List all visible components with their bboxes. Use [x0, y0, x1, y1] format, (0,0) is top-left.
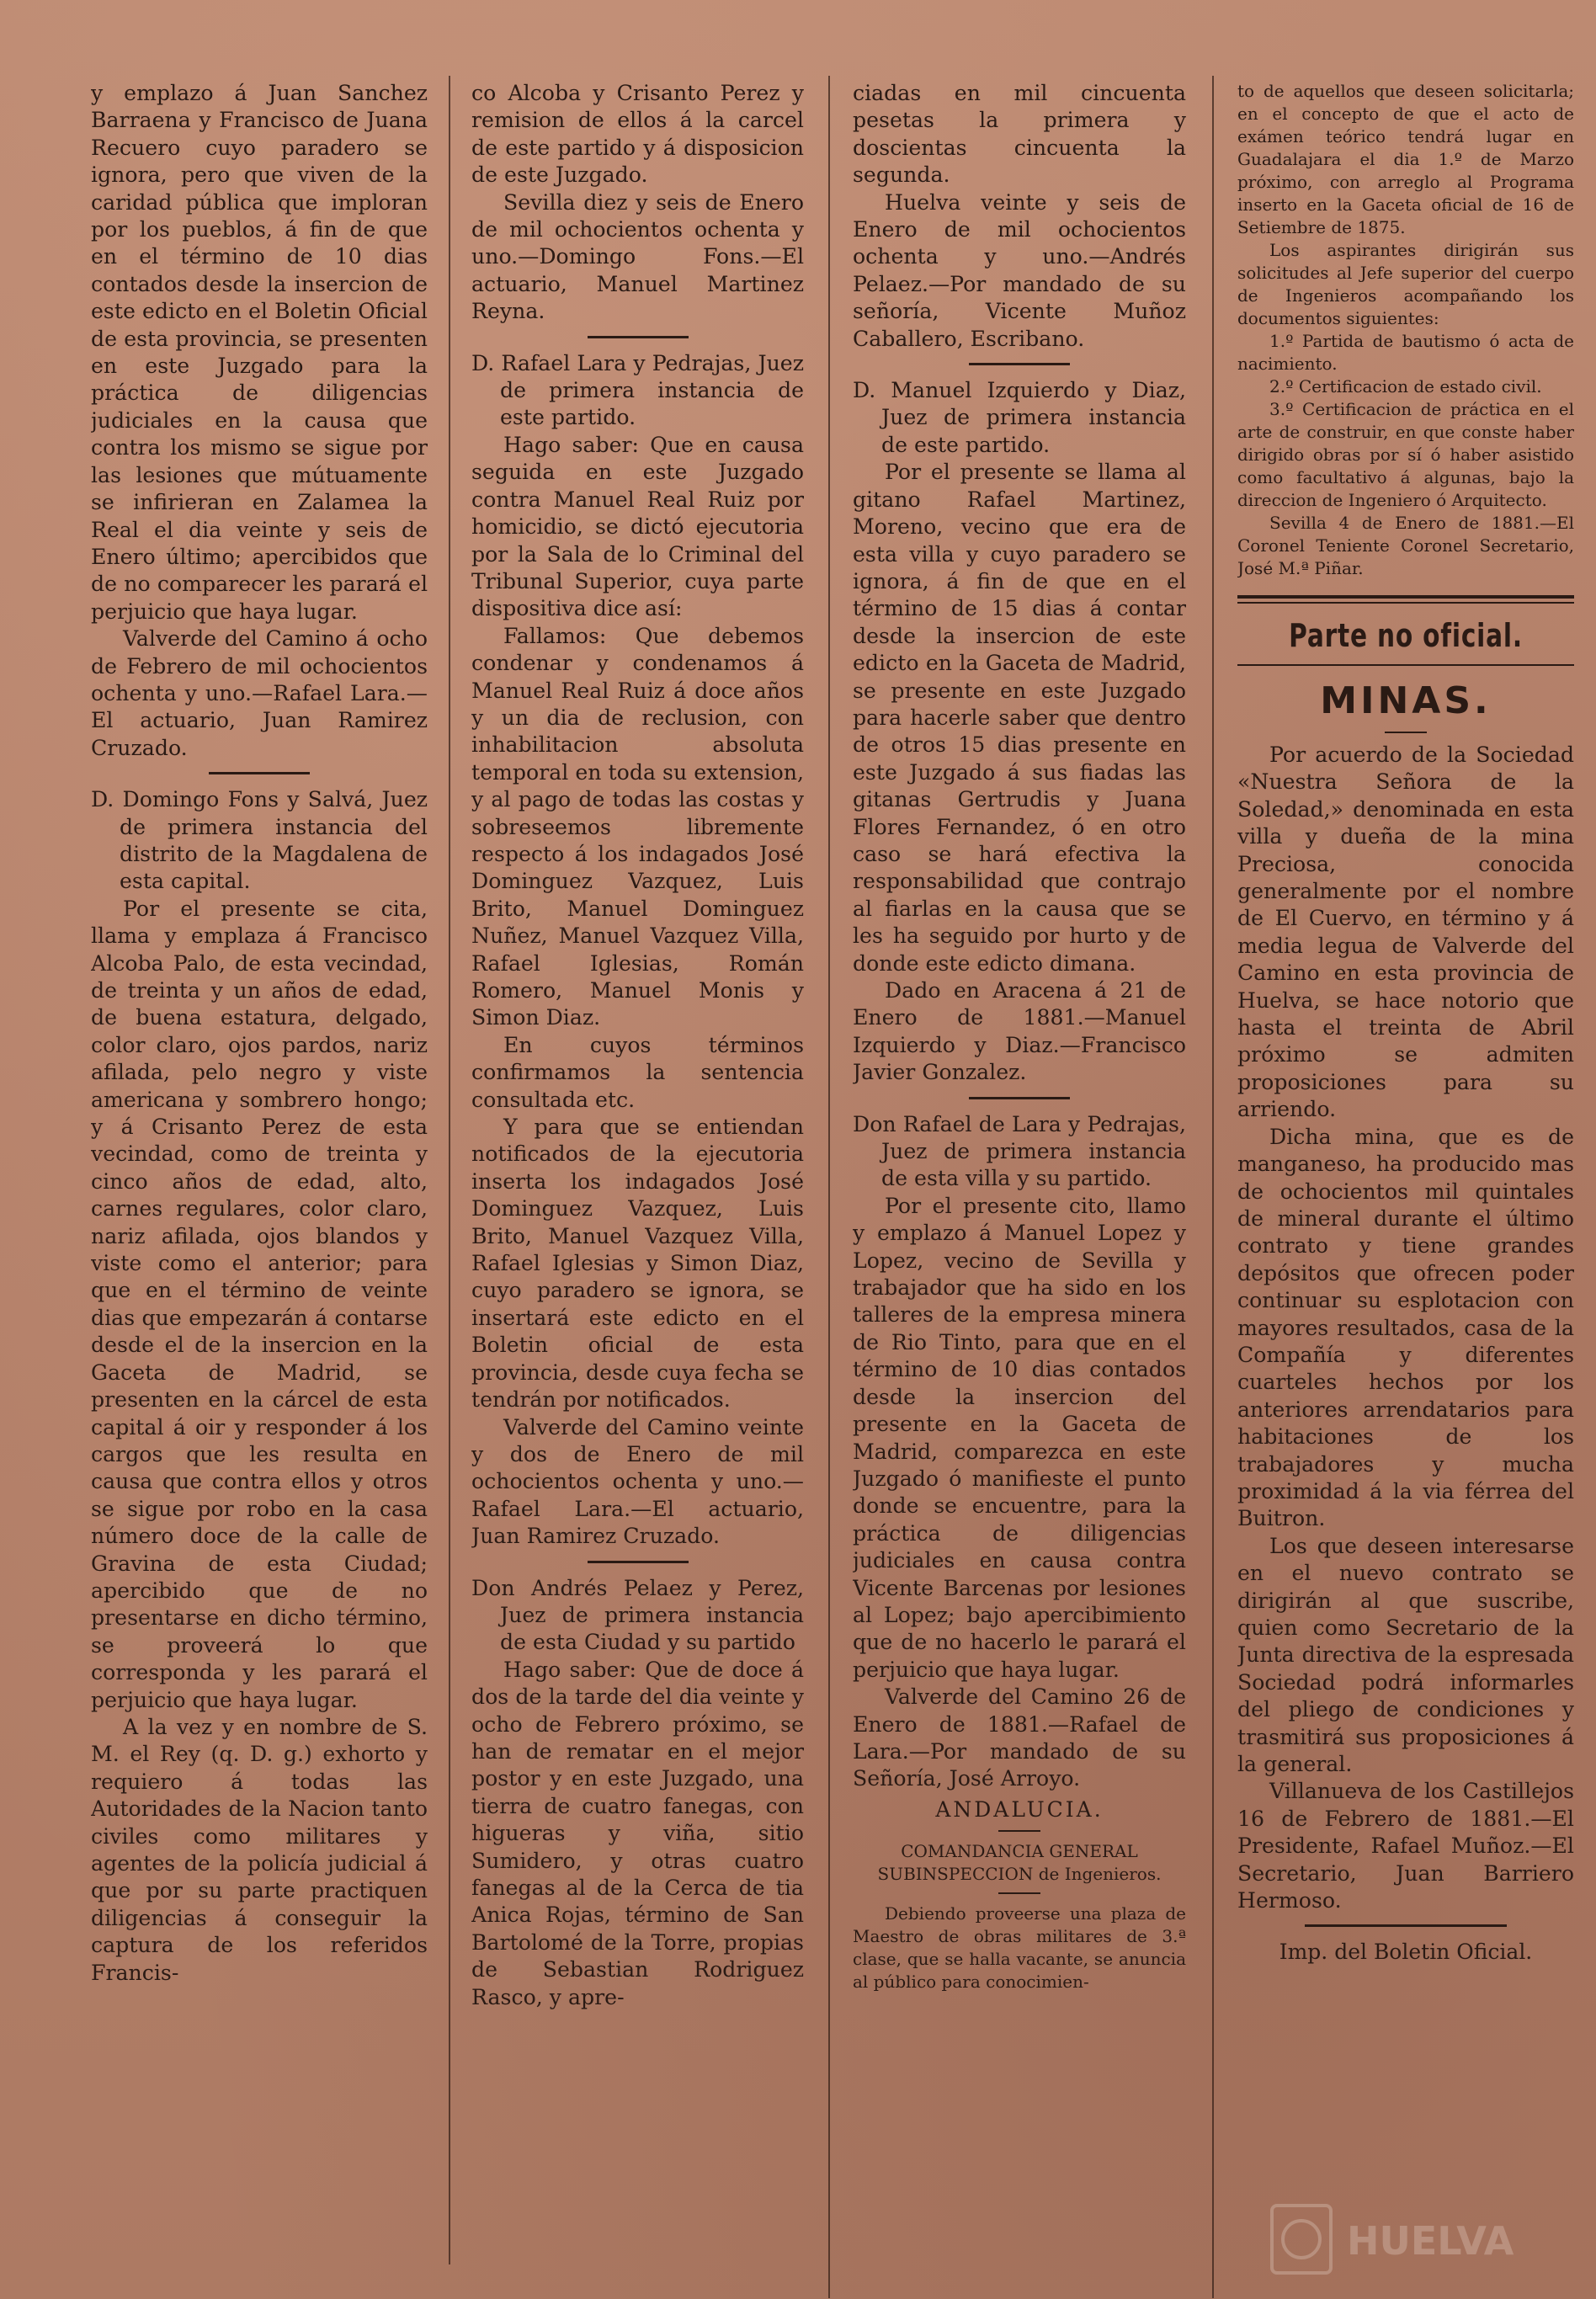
edict-signature: Sevilla diez y seis de Enero de mil ochocientos ochenta y uno.—Domingo Fons.—El actuario, Manuel Martinez Reyna.	[471, 189, 804, 324]
stamp-text: HUELVA	[1347, 2218, 1514, 2264]
separator	[998, 1830, 1040, 1832]
notice-text: Debiendo proveerse una plaza de Maestro de obras militares de 3.ª clase, que se halla vacante, se anuncia al público para conocimien-	[853, 1903, 1186, 1993]
column-rule	[449, 76, 450, 2264]
separator	[998, 1892, 1040, 1894]
thin-rule	[1237, 664, 1574, 666]
notice-text: Los aspirantes dirigirán sus solicitudes al Jefe superior del cuerpo de Ingenieros acompañando los documentos siguientes:	[1237, 240, 1574, 328]
section-heading-minas: MINAS.	[1320, 679, 1492, 722]
separator	[969, 1097, 1070, 1099]
notice-signature: Villanueva de los Castillejos 16 de Febrero de 1881.—El Presidente, Rafael Muñoz.—El Secretario, Juan Barriero Hermoso.	[1237, 1779, 1574, 1913]
separator	[588, 1561, 689, 1563]
edict-signature: Huelva veinte y seis de Enero de mil ochocientos ochenta y uno.—Andrés Pelaez.—Por mandado de su señoría, Vicente Muñoz Caballero, Escribano.	[853, 189, 1186, 351]
document-list-item: 2.º Certificacion de estado civil.	[1269, 376, 1542, 396]
column-4	[1237, 80, 1574, 2235]
edict-text: A la vez y en nombre de S. M. el Rey (q. D. g.) exhorto y requiero á todas las Autoridades de la Nacion tanto civiles como militares y agentes de la policía judicial á que por su parte practiquen diligencias á conseguir la captura de los referidos Francis-	[91, 1714, 428, 1985]
separator	[209, 772, 310, 774]
section-heading-parte-no-oficial: Parte no oficial.	[1289, 617, 1523, 654]
thin-rule	[1237, 602, 1574, 604]
edict-heading: Don Rafael de Lara y Pedrajas, Juez de primera instancia de esta villa y su partido.	[853, 1111, 1186, 1191]
notice-text: to de aquellos que deseen solicitarla; en el concepto de que el acto de exámen teórico tendrá lugar en Guadalajara el dia 1.º de Marzo próximo, con arreglo al Programa inserto en la Gaceta oficial de 16 de Setiembre de 1875.	[1237, 81, 1574, 237]
edict-heading: D. Manuel Izquierdo y Diaz, Juez de primera instancia de este partido.	[853, 378, 1186, 457]
column-rule	[1212, 76, 1214, 2298]
section-heading-andalucia: ANDALUCIA.	[935, 1796, 1104, 1822]
edict-signature: Valverde del Camino 26 de Enero de 1881.—Rafael de Lara.—Por mandado de su Señoría, José Arroyo.	[853, 1684, 1186, 1791]
edict-text: Por el presente se cita, llama y emplaza á Francisco Alcoba Palo, de esta vecindad, de treinta y un años de edad, de buena estatura, delgado, color claro, ojos pardos, nariz afilada, pelo negro y viste americana y sombrero hongo; y á Crisanto Perez de esta vecindad, como de treinta y cinco años de edad, alto, carnes regulares, color claro, nariz afilada, ojos blandos y viste como el anterior; para que en el término de veinte dias que empezarán á contarse desde el de la insercion en la Gaceta de Madrid, se presenten en la cárcel de esta capital á oir y responder á los cargos que les resulta en causa que contra ellos y otros se sigue por robo en la casa número doce de la calle de Gravina de esta Ciudad; apercibido que de no presentarse en dicho término, se proveerá lo que corresponda y les parará el perjuicio que haya lugar.	[91, 896, 428, 1712]
edict-text: Por el presente cito, llamo y emplazo á Manuel Lopez y Lopez, vecino de Sevilla y trabajador que ha sido en los talleres de la empresa minera de Rio Tinto, para que en el término de 10 dias contados desde la insercion del presente en la Gaceta de Madrid, comparezca en este Juzgado ó manifieste el punto donde se encuentre, para la práctica de diligencias judiciales en causa contra Vicente Barcenas por lesiones al Lopez; bajo apercibimiento que de no hacerlo le parará el perjuicio que haya lugar.	[853, 1193, 1186, 1682]
edict-text: ciadas en mil cincuenta pesetas la primera y doscientas cincuenta la segunda.	[853, 81, 1186, 188]
document-list-item: 1.º Partida de bautismo ó acta de nacimiento.	[1237, 331, 1574, 374]
printer-imprint: Imp. del Boletin Oficial.	[1279, 1940, 1533, 1965]
edict-signature: Valverde del Camino veinte y dos de Enero de mil ochocientos ochenta y uno.—Rafael Lara.—El actuario, Juan Ramirez Cruzado.	[471, 1414, 804, 1549]
edict-heading: D. Domingo Fons y Salvá, Juez de primera instancia del distrito de la Magdalena de esta capital.	[91, 787, 428, 894]
edict-signature: Dado en Aracena á 21 de Enero de 1881.—Manuel Izquierdo y Diaz.—Francisco Javier Gonzalez.	[853, 978, 1186, 1085]
notice-text: Por acuerdo de la Sociedad «Nuestra Señora de la Soledad,» denominada en esta villa y dueña de la mina Preciosa, conocida generalmente por el nombre de El Cuervo, en término y á media legua de Valverde del Camino en esta provincia de Huelva, se hace notorio que hasta el treinta de Abril próximo se admiten proposiciones para su arriendo.	[1237, 742, 1574, 1122]
edict-text: Y para que se entiendan notificados de la ejecutoria inserta los indagados José Dominguez Vazquez, Luis Brito, Manuel Vazquez Villa, Rafael Iglesias y Simon Diaz, cuyo paradero se ignora, se insertará este edicto en el Boletin oficial de esta provincia, desde cuya fecha se tendrán por notificados.	[471, 1115, 804, 1413]
edict-text: Por el presente se llama al gitano Rafael Martinez, Moreno, vecino que era de esta villa y cuyo paradero se ignora, á fin de que en el término de 15 dias á contar desde la insercion de este edicto en la Gaceta de Madrid, se presente en este Juzgado para hacerle saber que dentro de otros 15 dias presente en este Juzgado á sus fiadas las gitanas Gertrudis y Juana Flores Fernandez, ó en otro caso se hará efectiva la responsabilidad que contrajo al fiarlas en la causa que se les ha seguido por hurto y de donde este edicto dimana.	[853, 460, 1186, 976]
column-1	[91, 80, 428, 2235]
notice-text: Los que deseen interesarse en el nuevo contrato se dirigirán al que suscribe, quien como Secretario de la Junta directiva de la espresada Sociedad podrá informarles del pliego de condiciones y trasmitirá sus proposiciones á la general.	[1237, 1533, 1574, 1777]
separator	[588, 336, 689, 338]
document-list-item: 3.º Certificacion de práctica en el arte de construir, en que conste haber dirigido obras por sí ó haber asistido como facultativo á algunas, bajo la direccion de Ingeniero ó Arquitecto.	[1237, 399, 1574, 510]
edict-text: Hago saber: Que de doce á dos de la tarde del dia veinte y ocho de Febrero próximo, se han de rematar en el mejor postor y en este Juzgado, una tierra de cuatro fanegas, con higueras y viña, sitio Sumidero, y otras cuatro fanegas al de la Cerca de tia Anica Rojas, término de San Bartolomé de la Torre, propias de Sebastian Rodriguez Rasco, y apre-	[471, 1657, 804, 2009]
heavy-rule	[1237, 595, 1574, 599]
column-3	[853, 80, 1186, 2235]
separator	[1385, 732, 1427, 733]
edict-heading: Don Andrés Pelaez y Perez, Juez de primera instancia de esta Ciudad y su partido	[471, 1575, 804, 1655]
column-2	[471, 80, 804, 2235]
notice-text: Dicha mina, que es de manganeso, ha producido mas de ochocientos mil quintales de mineral durante el último contrato y tiene grandes depósitos que ofrecen poder continuar su esplotacion con mayores resultados, casa de la Compañía y diferentes cuarteles hechos por los anteriores arrendatarios para habitaciones de los trabajadores y mucha proximidad á la via férrea del Buitron.	[1237, 1124, 1574, 1531]
separator	[1305, 1924, 1507, 1927]
separator	[969, 363, 1070, 365]
edict-text: co Alcoba y Crisanto Perez y remision de ellos á la carcel de este partido y á disposicion de este Juzgado.	[471, 81, 804, 188]
notice-signature: Sevilla 4 de Enero de 1881.—El Coronel Teniente Coronel Secretario, José M.ª Piñar.	[1237, 513, 1574, 578]
edict-text: y emplazo á Juan Sanchez Barraena y Francisco de Juana Recuero cuyo paradero se ignora, pero que viven de la caridad pública que imploran por los pueblos, á fin de que en el término de 10 dias contados desde la insercion de este edicto en el Boletin Oficial de esta provincia, se presenten en este Juzgado para la práctica de diligencias judiciales en la causa que contra los mismo se sigue por las lesiones que mútuamente se infirieran en Zalamea la Real el dia veinte y seis de Enero último; apercibidos que de no comparecer les parará el perjuicio que haya lugar.	[91, 81, 428, 624]
edict-text: En cuyos términos confirmamos la sentencia consultada etc.	[471, 1032, 804, 1112]
subsection-heading: COMANDANCIA GENERAL SUBINSPECCION de Ingenieros.	[877, 1841, 1162, 1885]
edict-text: Hago saber: Que en causa seguida en este Juzgado contra Manuel Real Ruiz por homicidio, se dictó ejecutoria por la Sala de lo Criminal del Tribunal Superior, cuya parte dispositiva dice así:	[471, 432, 804, 621]
edict-signature: Valverde del Camino á ocho de Febrero de mil ochocientos ochenta y uno.—Rafael Lara.—El actuario, Juan Ramirez Cruzado.	[91, 626, 428, 760]
edict-text: Fallamos: Que debemos condenar y condenamos á Manuel Real Ruiz á doce años y un dia de reclusion, con inhabilitacion absoluta temporal en toda su extension, y al pago de todas las costas y sobreseemos libremente respecto á los indagados José Dominguez Vazquez, Luis Brito, Manuel Dominguez Nuñez, Manuel Vazquez Villa, Rafael Iglesias, Román Romero, Manuel Monis y Simon Diaz.	[471, 623, 804, 1030]
archive-stamp-icon	[1267, 2197, 1553, 2281]
column-rule	[828, 76, 830, 2298]
edict-heading: D. Rafael Lara y Pedrajas, Juez de primera instancia de este partido.	[471, 350, 804, 430]
